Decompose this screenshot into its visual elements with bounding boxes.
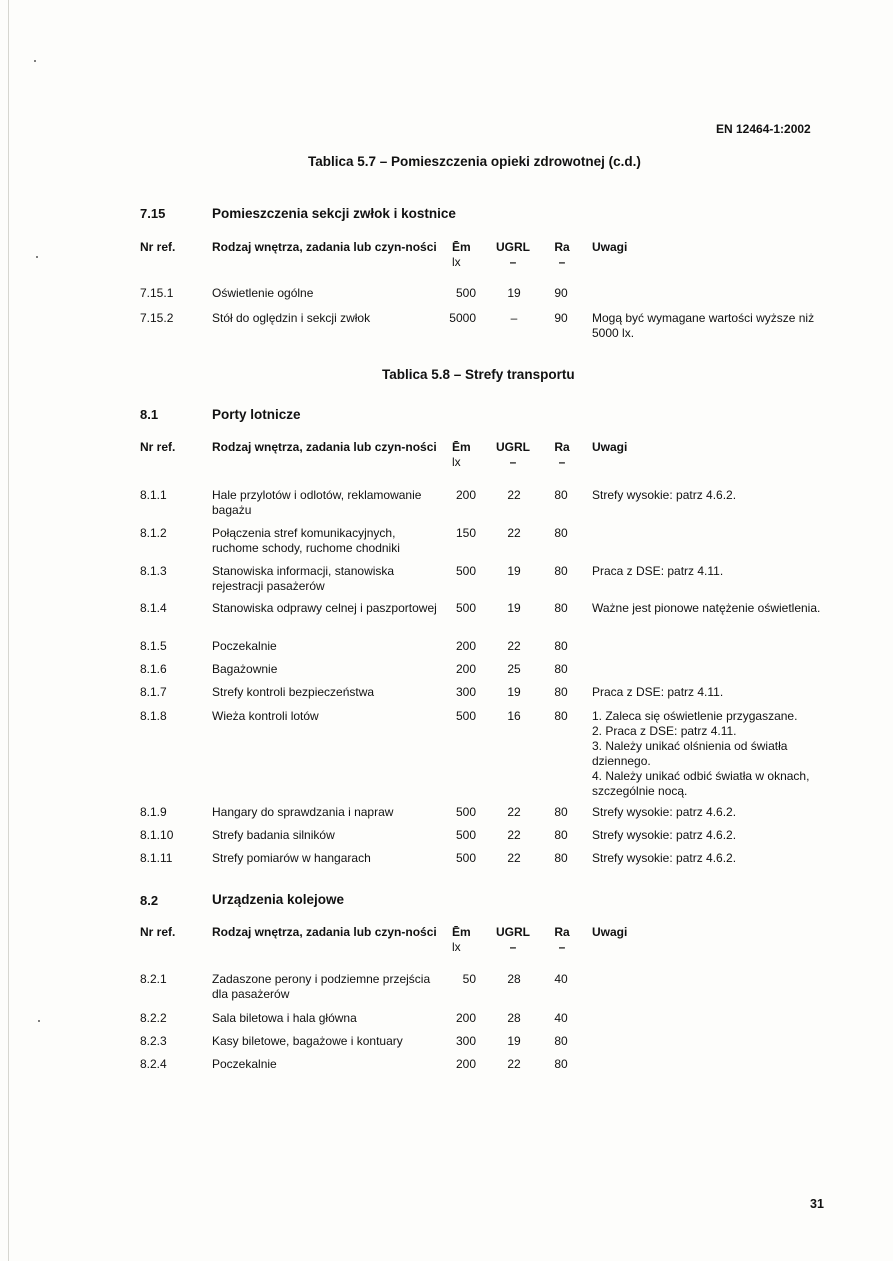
row-ref: 8.1.6 [140,662,167,676]
scan-speck [34,60,36,62]
row-ugr: 19 [507,1034,521,1048]
row-desc: Strefy kontroli bezpieczeństwa [212,685,375,699]
row-desc: Stół do oględzin i sekcji zwłok [212,311,371,325]
row-ra: 80 [554,639,568,653]
row-ra: 80 [554,828,568,842]
scan-speck [38,1020,40,1022]
header-ra: Ra – [554,440,570,469]
row-desc: Wieża kontroli lotów [212,709,319,723]
row-ugr: 19 [507,685,521,699]
table-5-7-title: Tablica 5.7 – Pomieszczenia opieki zdrowotnej (c.d.) [308,154,641,169]
row-em: 50 [462,972,476,986]
row-notes: Praca z DSE: patrz 4.11. [592,685,724,699]
row-ra: 80 [554,601,568,615]
row-ugr: 19 [507,564,521,578]
row-ra: 80 [554,564,568,578]
row-em: 500 [455,828,476,842]
header-desc: Rodzaj wnętrza, zadania lub czyn-ności [212,925,437,939]
row-ra: 90 [554,286,568,300]
header-ra: Ra – [554,240,570,269]
row-ra: 80 [554,1034,568,1048]
row-ugr: 22 [507,805,521,819]
section-number: 8.1 [140,407,159,422]
header-notes: Uwagi [592,440,628,454]
row-desc: Strefy badania silników [212,828,335,842]
row-ugr: 28 [507,1011,521,1025]
section-title: Pomieszczenia sekcji zwłok i kostnice [212,206,456,221]
scan-speck [36,256,38,258]
row-ref: 8.2.4 [140,1057,167,1071]
row-ref: 8.1.4 [140,601,167,615]
row-ugr: 25 [507,662,521,676]
header-ugr: UGRL – [496,925,530,954]
row-em: 500 [455,709,476,723]
row-ref: 7.15.1 [140,286,174,300]
row-desc: Poczekalnie [212,639,277,653]
header-ugr: UGRL – [496,240,530,269]
row-desc: Bagażownie [212,662,278,676]
row-desc: Poczekalnie [212,1057,277,1071]
standard-code: EN 12464-1:2002 [716,122,811,136]
row-notes: Strefy wysokie: patrz 4.6.2. [592,828,737,842]
row-ra: 80 [554,685,568,699]
row-notes: Mogą być wymagane wartości wyższe niż 5000 lx. [592,311,815,340]
row-ugr: 22 [507,488,521,502]
row-ref: 8.1.7 [140,685,167,699]
row-desc: Połączenia stref komunikacyjnych, ruchome schody, ruchome chodniki [212,526,400,555]
section-title: Porty lotnicze [212,407,301,422]
row-ugr: 16 [507,709,521,723]
row-ugr: 22 [507,526,521,540]
row-desc: Strefy pomiarów w hangarach [212,851,371,865]
row-ref: 8.1.3 [140,564,167,578]
section-title: Urządzenia kolejowe [212,892,345,907]
row-ra: 40 [554,972,568,986]
section-number: 8.2 [140,893,159,908]
row-em: 200 [455,639,476,653]
row-desc: Kasy biletowe, bagażowe i kontuary [212,1034,403,1048]
table-5-8-title: Tablica 5.8 – Strefy transportu [382,367,575,382]
row-em: 200 [455,662,476,676]
row-ra: 80 [554,709,568,723]
header-ref: Nr ref. [140,240,176,254]
row-ref: 8.1.8 [140,709,167,723]
row-desc: Oświetlenie ogólne [212,286,314,300]
row-em: 300 [455,1034,476,1048]
row-ugr: 22 [507,639,521,653]
row-ra: 80 [554,805,568,819]
header-notes: Uwagi [592,240,628,254]
header-em: Ēm lx [452,240,471,269]
row-ugr: 19 [507,601,521,615]
row-ra: 90 [554,311,568,325]
row-ref: 8.1.11 [140,851,173,865]
row-notes: Strefy wysokie: patrz 4.6.2. [592,488,737,502]
row-em: 500 [455,601,476,615]
row-em: 500 [455,805,476,819]
header-em: Ēm lx [452,440,471,469]
row-em: 500 [455,851,476,865]
row-notes: Strefy wysokie: patrz 4.6.2. [592,851,737,865]
header-desc: Rodzaj wnętrza, zadania lub czyn-ności [212,440,437,454]
row-notes: Praca z DSE: patrz 4.11. [592,564,724,578]
scan-edge-line [8,0,9,1261]
row-notes: Strefy wysokie: patrz 4.6.2. [592,805,737,819]
row-desc: Zadaszone perony i podziemne przejścia dla pasażerów [212,972,431,1001]
row-em: 300 [455,685,476,699]
row-ref: 8.1.10 [140,828,174,842]
row-desc: Hale przylotów i odlotów, reklamowanie bagażu [212,488,422,517]
row-ra: 40 [554,1011,568,1025]
row-notes: Ważne jest pionowe natężenie oświetlenia. [592,601,821,615]
header-ref: Nr ref. [140,440,176,454]
row-em: 200 [455,1057,476,1071]
row-em: 500 [455,286,476,300]
row-ra: 80 [554,662,568,676]
header-em: Ēm lx [452,925,471,954]
row-em: 500 [455,564,476,578]
row-ra: 80 [554,1057,568,1071]
header-desc: Rodzaj wnętrza, zadania lub czyn-ności [212,240,437,254]
row-em: 5000 [449,311,476,325]
row-ref: 8.1.5 [140,639,167,653]
row-ugr: 22 [507,1057,521,1071]
row-ref: 8.1.2 [140,526,167,540]
header-ref: Nr ref. [140,925,176,939]
section-number: 7.15 [140,206,166,221]
row-ugr: 19 [507,286,521,300]
row-ugr: 22 [507,828,521,842]
row-em: 200 [455,488,476,502]
row-ref: 8.1.1 [140,488,167,502]
row-desc: Sala biletowa i hala główna [212,1011,357,1025]
row-ugr: 28 [507,972,521,986]
row-ref: 7.15.2 [140,311,174,325]
row-notes: 1. Zaleca się oświetlenie przygaszane. 2. Praca z DSE: patrz 4.11. 3. Należy unikać olśnienia od światła dziennego. 4. Należy unikać odbić światła w oknach, szczególnie nocą. [592,709,810,798]
page-number: 31 [810,1197,824,1211]
row-desc: Stanowiska informacji, stanowiska rejestracji pasażerów [212,564,395,593]
row-ref: 8.1.9 [140,805,167,819]
row-ugr: 22 [507,851,521,865]
header-ra: Ra – [554,925,570,954]
row-desc: Stanowiska odprawy celnej i paszportowej [212,601,437,615]
row-ugr: – [510,311,518,325]
row-em: 200 [455,1011,476,1025]
row-ref: 8.2.3 [140,1034,167,1048]
row-ref: 8.2.2 [140,1011,167,1025]
row-ra: 80 [554,488,568,502]
row-desc: Hangary do sprawdzania i napraw [212,805,394,819]
header-ugr: UGRL – [496,440,530,469]
header-notes: Uwagi [592,925,628,939]
row-ra: 80 [554,851,568,865]
row-ra: 80 [554,526,568,540]
row-ref: 8.2.1 [140,972,167,986]
row-em: 150 [455,526,476,540]
